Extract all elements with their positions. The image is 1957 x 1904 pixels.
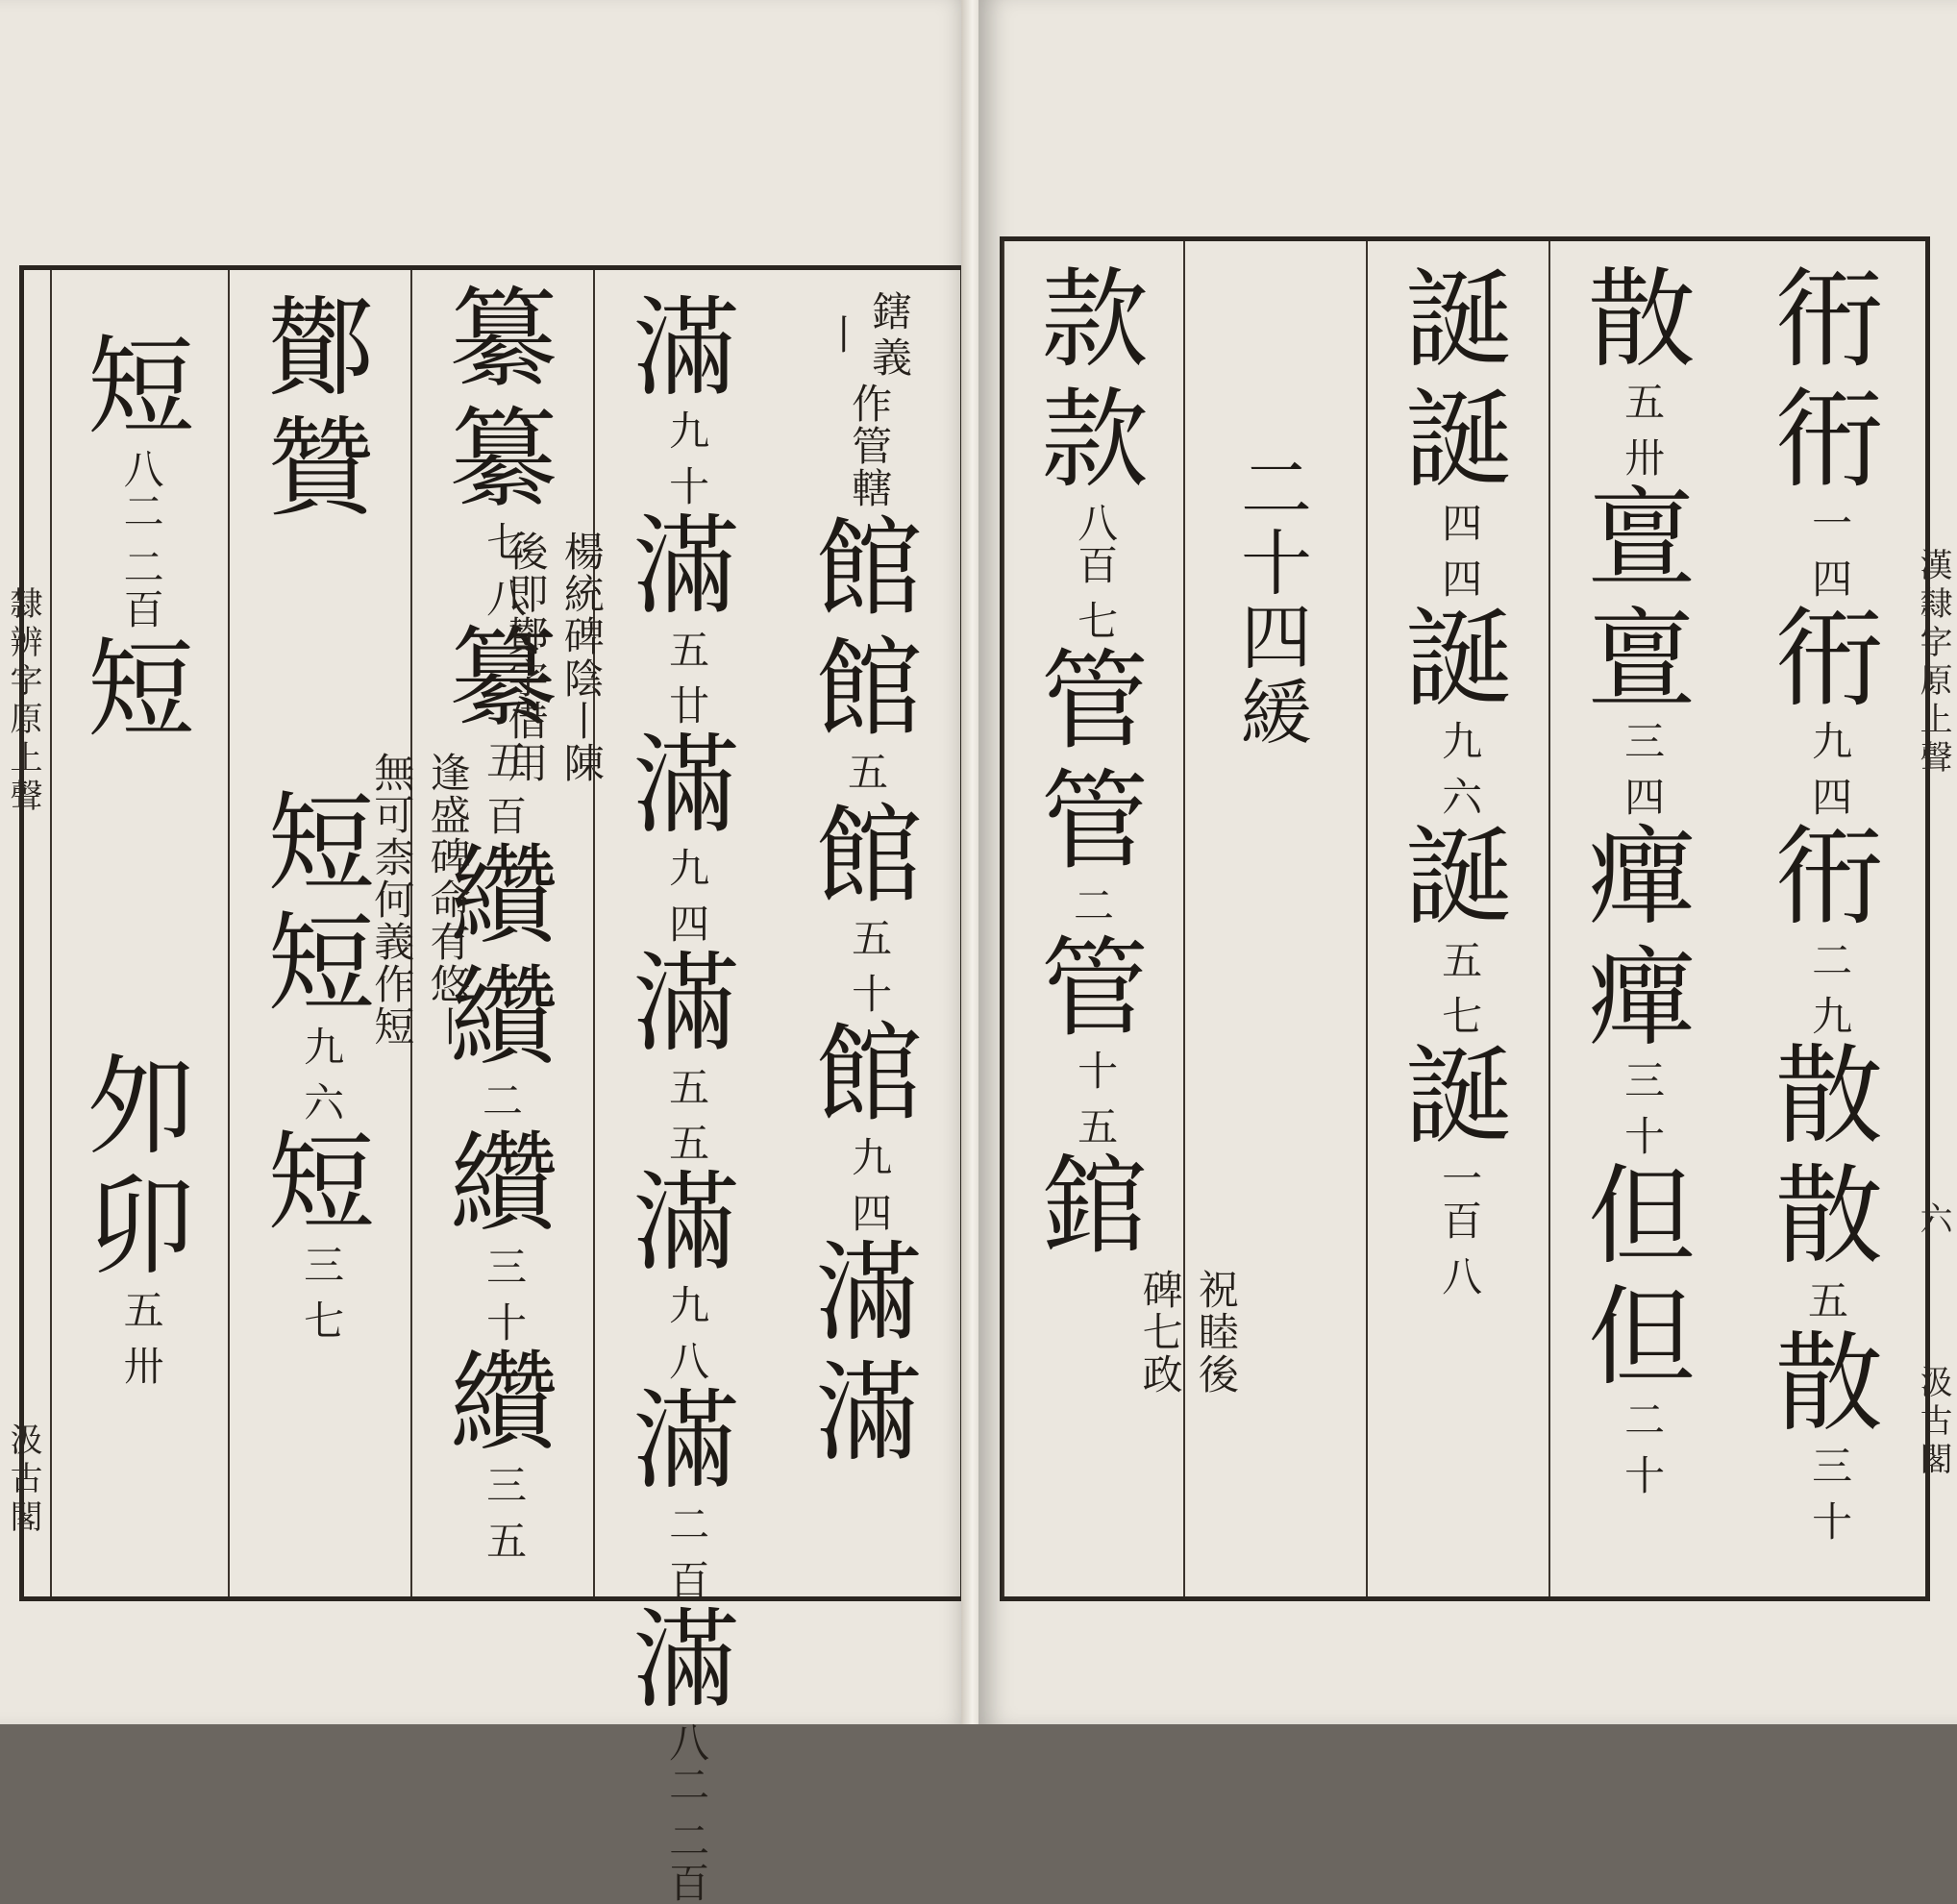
note-part: 百 — [481, 795, 529, 838]
note-part: 六 — [298, 1080, 346, 1124]
right-page-frame — [1000, 236, 1930, 1601]
note-part: 十 — [1072, 1050, 1120, 1093]
note: 碑七政 — [1136, 1268, 1184, 1396]
note-part: 卅 — [1619, 436, 1667, 480]
note-part: 百 — [663, 1558, 711, 1601]
glyph: 夘 — [87, 1044, 195, 1170]
glyph: 滿 — [632, 1597, 740, 1723]
note: 二 — [482, 1077, 525, 1125]
glyph: 衎 — [1775, 815, 1883, 941]
glyph: 管 — [1041, 759, 1149, 885]
left-margin-bottom: 汲古閣 — [4, 1422, 42, 1538]
note-part: 一 — [1806, 501, 1854, 544]
left-page-frame — [19, 265, 965, 1904]
note-part: 九 — [298, 1025, 346, 1068]
left-column-5 — [50, 270, 472, 1596]
note-part: 八 — [481, 576, 529, 619]
glyph: 錧 — [1041, 1145, 1149, 1271]
glyph: 四 — [1241, 597, 1312, 680]
note — [1589, 720, 1695, 818]
glyph: 纂 — [450, 615, 557, 741]
note: 逢盛碑命有悠丨 — [424, 751, 472, 1048]
note-part: 六 — [1436, 776, 1484, 819]
note — [633, 1721, 739, 1904]
note-part: 三 — [1619, 1059, 1667, 1102]
glyph: 滿 — [814, 1230, 923, 1356]
glyph: 鄼 — [267, 286, 375, 411]
right-page — [978, 0, 1957, 1724]
glyph: 款 — [1041, 258, 1149, 383]
note-part: 五 — [1072, 1105, 1120, 1149]
note-part: 五 — [481, 1520, 529, 1563]
note: 五 — [847, 749, 891, 797]
glyph: 纘 — [450, 1122, 557, 1248]
note-part: 七 — [1436, 994, 1484, 1037]
glyph: 誕 — [1405, 596, 1513, 722]
note — [1589, 381, 1695, 479]
glyph: 管 — [1041, 638, 1149, 764]
note — [1406, 939, 1512, 1037]
glyph: 滿 — [632, 942, 740, 1068]
glyph: 卯 — [87, 1165, 195, 1291]
glyph: 滿 — [814, 1351, 923, 1477]
glyph: 誕 — [1405, 378, 1513, 504]
glyph: 纘 — [450, 1340, 557, 1466]
note-part: 三 — [481, 1245, 529, 1288]
glyph: 散 — [1775, 1033, 1883, 1159]
note-part: 四 — [1436, 556, 1484, 600]
note-part: 五 — [481, 739, 529, 782]
note — [1589, 1059, 1695, 1157]
note — [88, 448, 194, 631]
note-part: 九 — [1436, 720, 1484, 763]
glyph: 但 — [1588, 1154, 1696, 1280]
note-part: 五 — [117, 1288, 165, 1331]
note — [1776, 502, 1882, 600]
right-margin-page: 六 — [1914, 1201, 1952, 1240]
note — [451, 1464, 557, 1562]
note-part: 四 — [1806, 556, 1854, 600]
glyph: 館 — [814, 1012, 923, 1138]
glyph: 衎 — [1775, 596, 1883, 722]
note — [1776, 720, 1882, 818]
note-part: 十 — [663, 465, 711, 508]
glyph: 纘 — [450, 954, 557, 1080]
glyph: 短 — [267, 780, 375, 906]
note-part: 二 — [1806, 938, 1854, 981]
glyph: 館 — [814, 793, 923, 919]
note-part: 八二 — [663, 1721, 711, 1807]
note-part: 十 — [1619, 1115, 1667, 1158]
note — [1776, 939, 1882, 1037]
note-part: 四 — [1436, 501, 1484, 544]
note-part: 七 — [1072, 599, 1120, 642]
glyph: 短 — [267, 902, 375, 1027]
note — [633, 1284, 739, 1382]
glyph: 纘 — [450, 834, 557, 960]
glyph: 館 — [814, 627, 923, 753]
note — [1406, 720, 1512, 818]
glyph: 癉 — [1588, 815, 1696, 941]
glyph: 管 — [1041, 927, 1149, 1052]
glyph: 散 — [1775, 1321, 1883, 1447]
note — [1406, 502, 1512, 600]
glyph: 館 — [814, 506, 923, 631]
note — [1776, 1445, 1882, 1543]
right-margin-title: 漢隸字原上聲 — [1914, 548, 1952, 779]
note-part: 五 — [663, 1121, 711, 1164]
note-part: 四 — [846, 1191, 894, 1234]
note-part: 五 — [663, 1065, 711, 1108]
glyph: 義 — [871, 334, 915, 383]
glyph: 短 — [267, 1120, 375, 1246]
note-part: 五 — [1619, 381, 1667, 424]
note-part: 八百 — [1072, 501, 1120, 586]
note — [816, 1136, 922, 1234]
note — [633, 847, 739, 945]
glyph: 鎋 — [871, 288, 915, 335]
note: 作管轄 — [846, 382, 894, 509]
glyph: 滿 — [632, 1160, 740, 1286]
note: 無可柰何義作短 — [368, 751, 416, 1048]
note-part: 二百 — [117, 546, 165, 631]
glyph: 二 — [1241, 448, 1312, 531]
note-part: 十 — [481, 1300, 529, 1344]
note-part: 四 — [1806, 776, 1854, 819]
glyph: 衎 — [1775, 258, 1883, 383]
note-part: 一百 — [1436, 1157, 1484, 1243]
glyph: 纂 — [450, 397, 557, 523]
glyph: 癉 — [1588, 935, 1696, 1061]
note — [633, 409, 739, 507]
glyph: 散 — [1775, 1154, 1883, 1280]
note — [633, 1066, 739, 1164]
note — [1406, 1157, 1512, 1298]
note-part: 十 — [846, 973, 894, 1016]
left-margin-title: 隸辨字原上聲 — [4, 586, 42, 817]
note: 五 — [1807, 1276, 1850, 1324]
note-part: 四 — [663, 903, 711, 946]
note-part: 二 — [663, 1502, 711, 1545]
note: 祝睦後 — [1192, 1268, 1240, 1396]
right-column-3 — [1366, 241, 1550, 1596]
glyph: 誕 — [1405, 1033, 1513, 1159]
note — [633, 1503, 739, 1601]
right-column-5 — [1003, 241, 1240, 1596]
glyph: 緩 — [1241, 672, 1312, 755]
note-part: 二百 — [663, 1819, 711, 1904]
note: 後即鄼字借用 — [502, 530, 550, 784]
note-part: 二 — [1619, 1398, 1667, 1442]
glyph: 纂 — [450, 277, 557, 402]
note-part: 九 — [1806, 994, 1854, 1037]
note-part: 五 — [663, 628, 711, 671]
right-margin-bottom: 汲古閣 — [1914, 1365, 1952, 1480]
left-column-2 — [593, 270, 778, 1904]
glyph: 滿 — [632, 723, 740, 849]
note-part: 九 — [663, 1284, 711, 1327]
right-column-2 — [1548, 241, 1733, 1596]
glyph: 亶 — [1588, 476, 1696, 602]
glyph: 但 — [1588, 1274, 1696, 1400]
note-part: 八二 — [117, 448, 165, 533]
note-part: 九 — [846, 1135, 894, 1178]
glyph: 短 — [87, 628, 195, 754]
glyph: 十 — [1241, 522, 1312, 606]
note-part: 三 — [298, 1244, 346, 1287]
glyph: 滿 — [632, 1379, 740, 1505]
note-part: 七 — [298, 1299, 346, 1343]
note-part: 十 — [1619, 1454, 1667, 1497]
note-part: 三 — [1806, 1445, 1854, 1488]
note — [816, 917, 922, 1015]
note-part: 四 — [1619, 776, 1667, 819]
note — [633, 629, 739, 727]
note-part: 三 — [481, 1464, 529, 1507]
glyph: 誕 — [1405, 815, 1513, 941]
note-part: 九 — [663, 847, 711, 890]
note-part: 三 — [1619, 720, 1667, 763]
left-page — [0, 0, 969, 1904]
right-column-1 — [1733, 241, 1925, 1596]
left-column-1 — [778, 270, 960, 1596]
note-part: 八 — [1436, 1255, 1484, 1298]
note — [1042, 502, 1148, 642]
note-part: 九 — [663, 409, 711, 453]
glyph: 亶 — [1588, 596, 1696, 722]
glyph: 短 — [87, 325, 195, 450]
glyph: 贊 — [267, 407, 375, 532]
note-part: 十 — [1806, 1500, 1854, 1544]
glyph: 款 — [1041, 378, 1149, 504]
note-part: 廿 — [663, 683, 711, 727]
note — [88, 1289, 194, 1387]
note-part: 五 — [846, 917, 894, 960]
note: 楊統碑陰丨陳 — [557, 530, 606, 784]
glyph: 丨 — [823, 311, 866, 359]
note-part: 七 — [481, 520, 529, 563]
note-part: 九 — [1806, 720, 1854, 763]
glyph: 誕 — [1405, 258, 1513, 383]
note-part: 卅 — [117, 1344, 165, 1387]
glyph: 滿 — [632, 286, 740, 411]
glyph: 衎 — [1775, 378, 1883, 504]
note — [1042, 1050, 1148, 1148]
note: 二 — [1073, 881, 1116, 929]
note — [1589, 1398, 1695, 1496]
note-part: 五 — [1436, 938, 1484, 981]
note-part: 八 — [663, 1340, 711, 1383]
glyph: 散 — [1588, 258, 1696, 383]
glyph: 滿 — [632, 505, 740, 631]
